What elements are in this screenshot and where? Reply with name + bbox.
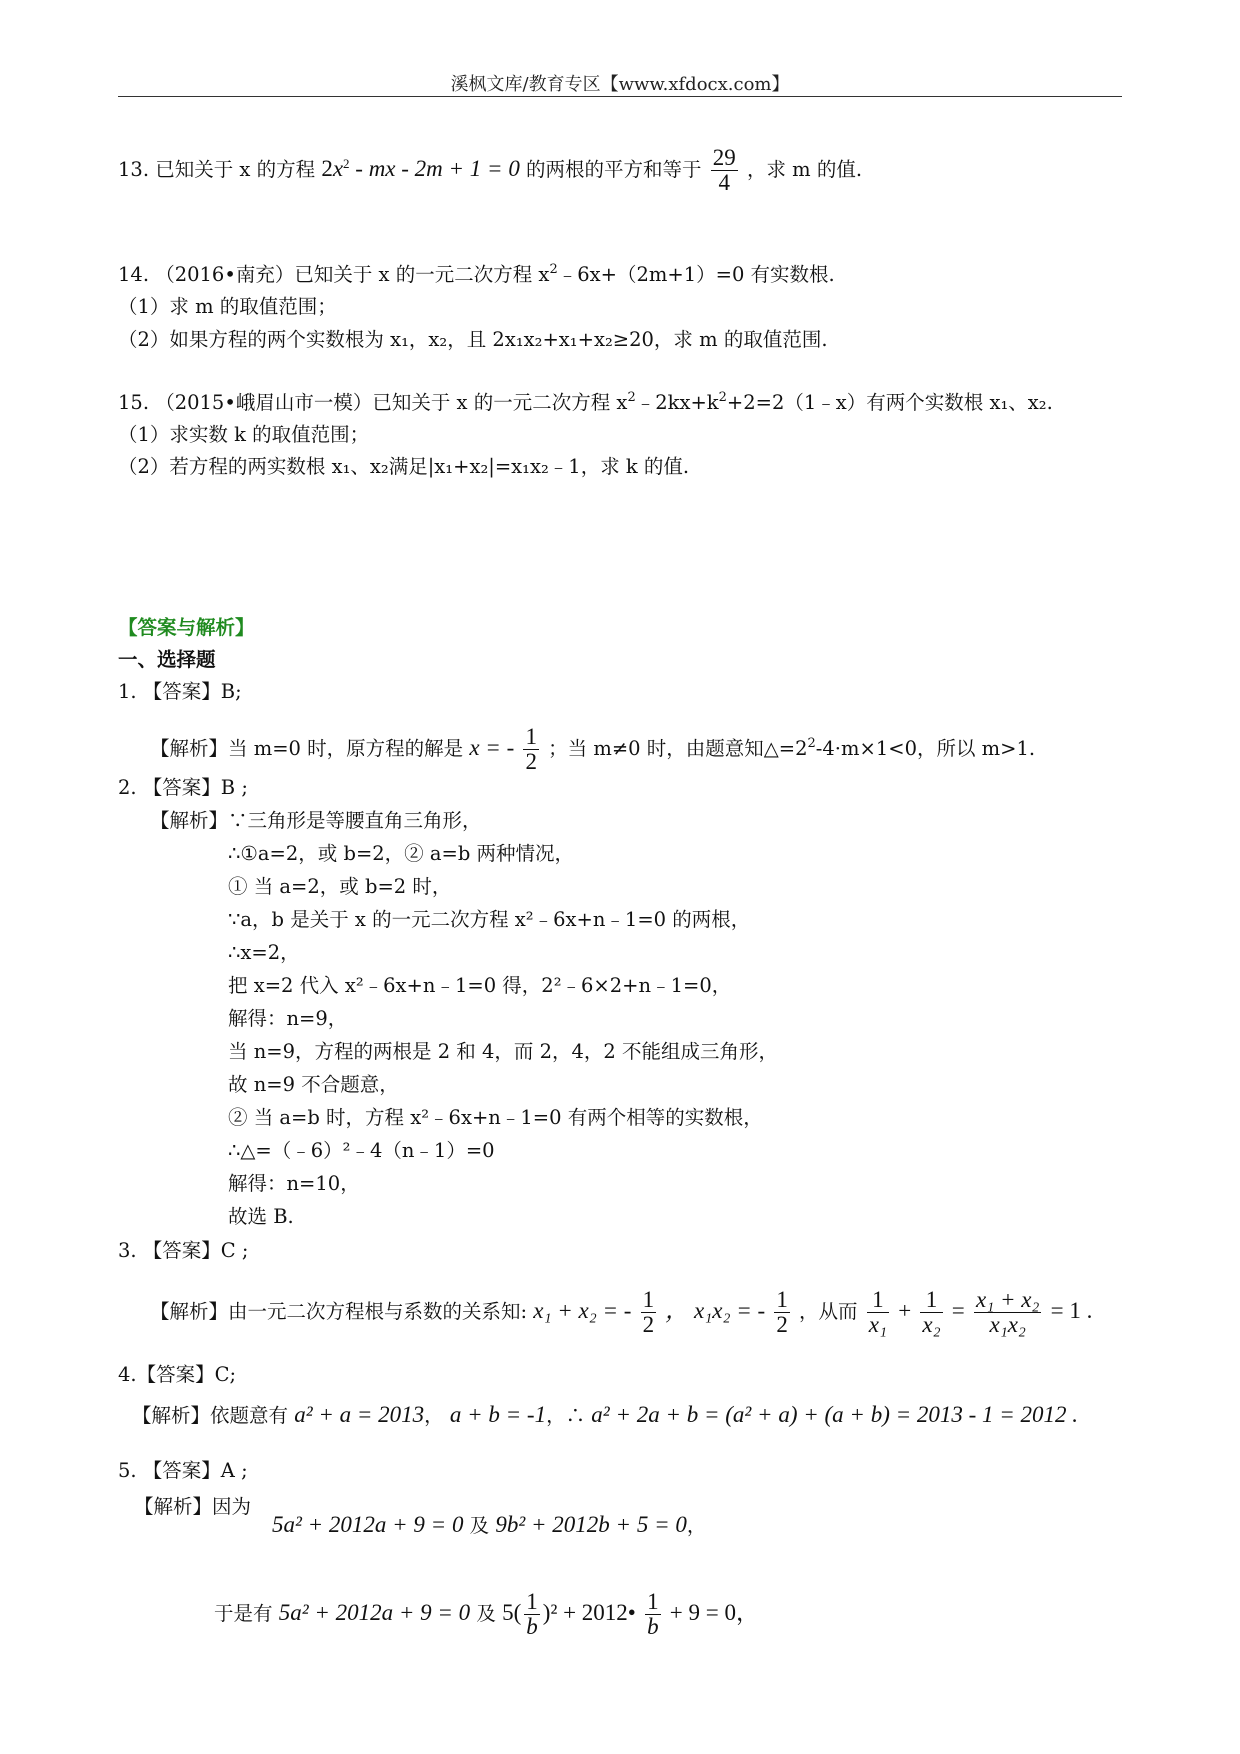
answer-2-line-5: ∴x=2，: [228, 941, 300, 964]
answer-2-line-2: ∴①a=2，或 b=2，② a=b 两种情况，: [228, 842, 575, 865]
answer-4: 4.【答案】C;: [118, 1363, 237, 1386]
answer-5-explanation-2: 于是有 5a² + 2012a + 9 = 0 及 5( $\frac{1}{b}$ )² + 2012• $\frac{1}{b}$ + 9 = 0，: [214, 1589, 759, 1639]
q13-suffix: ，求 m 的值.: [746, 158, 863, 181]
question-14-part-1: （1）求 m 的取值范围；: [118, 295, 337, 318]
answer-4-explanation: 【解析】依题意有 a² + a = 2013， a + b = -1，∴ a² + 2a + b = (a² + a) + (a + b) = 2013 - 1 = 2012 .: [132, 1402, 1079, 1427]
q13-fraction: $\frac{29}{4}$: [712, 145, 736, 195]
question-14-stem: 14. （2016•南充）已知关于 x 的一元二次方程 $x^2﹣6x+(2m+1)=0$ 有实数根.: [118, 262, 835, 286]
question-15-stem: 15. （2015•峨眉山市一模）已知关于 x 的一元二次方程 $x^2﹣2kx+k^2+2=2(1﹣x)$有两个实数根 x₁、x₂.: [118, 390, 1053, 414]
answer-5-explanation-1: 【解析】因为: [134, 1495, 252, 1518]
q13-middle: 的两根的平方和等于: [526, 158, 702, 181]
answer-5: 5. 【答案】A ;: [118, 1459, 248, 1482]
header-divider: [118, 96, 1122, 97]
answer-3-explanation: 【解析】由一元二次方程根与系数的关系知: x₁ + x₂ = - $\frac{1}{2}$ ， x₁x₂ = - $\frac{1}{2}$ ，从而 $\frac{1}{\text{x₁}}$ + $\frac{1}{\text{x₂}}$ = $\frac{\text{x₁ + x₂}}{\text{x₁x₂}}$ = 1 .: [150, 1287, 1093, 1337]
answer-1: 1. 【答案】B;: [118, 680, 242, 703]
answers-title: 【答案与解析】: [118, 616, 255, 639]
answer-2-line-9: 故 n=9 不合题意，: [228, 1073, 399, 1096]
section-heading: 一、选择题: [118, 648, 216, 671]
answer-2-line-4: ∵a，b 是关于 x 的一元二次方程 x²﹣6x+n﹣1=0 的两根，: [228, 908, 751, 931]
answer-3: 3. 【答案】C ;: [118, 1239, 249, 1262]
page-header: 溪枫文库/教育专区【www.xfdocx.com】: [450, 74, 790, 95]
answer-2-line-7: 解得：n=9，: [228, 1007, 348, 1030]
answer-2-line-12: 解得：n=10，: [228, 1172, 360, 1195]
answer-2-line-3: ① 当 a=2，或 b=2 时，: [228, 875, 452, 898]
answer-2-line-11: ∴△=（﹣6）²﹣4（n﹣1）=0: [228, 1139, 495, 1162]
question-13: [118, 146, 862, 195]
question-14-part-2: （2）如果方程的两个实数根为 x₁，x₂，且 2x₁x₂+x₁+x₂≥20，求 m 的取值范围.: [118, 328, 828, 351]
q13-prefix: 13. 已知关于 x 的方程: [118, 158, 316, 181]
question-15-part-2: （2）若方程的两实数根 x₁、x₂满足|x₁+x₂|=x₁x₂﹣1，求 k 的值.: [118, 455, 690, 478]
answer-2-line-13: 故选 B.: [228, 1205, 294, 1228]
q13-equation: $2x^2$ - mx - 2m + 1 = 0: [321, 156, 520, 181]
answer-2: 2. 【答案】B ;: [118, 776, 248, 799]
answer-5-equations: 5a² + 2012a + 9 = 0 及 9b² + 2012b + 5 = 0，: [272, 1512, 707, 1537]
question-15-part-1: （1）求实数 k 的取值范围；: [118, 423, 370, 446]
answer-2-line-10: ② 当 a=b 时，方程 x²﹣6x+n﹣1=0 有两个相等的实数根，: [228, 1106, 763, 1129]
answer-2-line-1: 【解析】∵三角形是等腰直角三角形，: [150, 809, 482, 832]
answer-2-line-8: 当 n=9，方程的两根是 2 和 4，而 2，4，2 不能组成三角形，: [228, 1040, 779, 1063]
answer-1-fraction: $\frac{1}{2}$: [525, 724, 537, 774]
answer-1-explanation: 【解析】当 m=0 时，原方程的解是 x = - $\frac{1}{2}$ ；当 m≠0 时，由题意知$\triangle=2^2-4\cdot m\times 1<0$，所以 m>1.: [150, 724, 1036, 774]
answer-2-line-6: 把 x=2 代入 x²﹣6x+n﹣1=0 得，2²﹣6×2+n﹣1=0，: [228, 974, 732, 997]
